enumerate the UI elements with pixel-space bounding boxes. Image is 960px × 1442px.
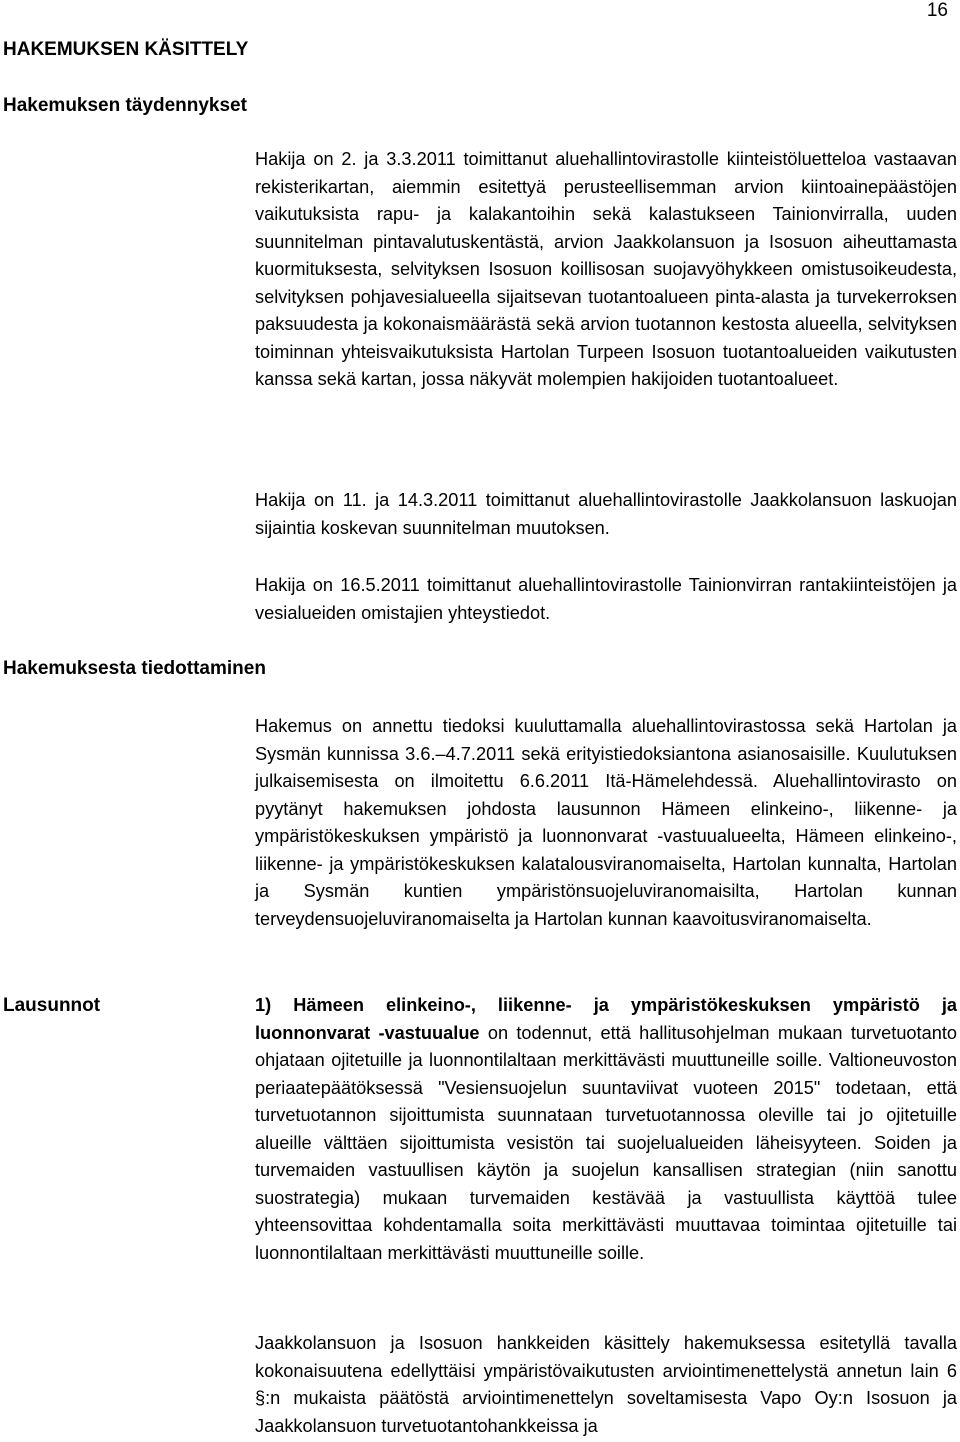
- paragraph-taydennys-3: Hakija on 16.5.2011 toimittanut aluehallintovirastolle Tainionvirran rantakiinteistöjen ja vesialueiden omistajien yhteystiedot.: [255, 575, 957, 623]
- paragraph-tiedottaminen: Hakemus on annettu tiedoksi kuuluttamalla aluehallintovirastossa sekä Hartolan ja Sysmän kunnissa 3.6.–4.7.2011 sekä erityistiedoksiantona asianosaisille. Kuulutuksen julkaisemisesta on ilmoitettu 6.6.2011 Itä-Hämelehdessä. Aluehallintovirasto on pyytänyt hakemuksen johdosta lausunnon Hämeen elinkeino-, liikenne- ja ympäristökeskuksen ympäristö ja luonnonvarat -vastuualueelta, Hämeen elinkeino-, liikenne- ja ympäristökeskuksen kalatalousviranomaiselta, Hartolan kunnalta, Hartolan ja Sysmän kuntien ympäristönsuojeluviranomaisilta, Hartolan kunnan terveydensuojeluviranomaiselta ja Hartolan kunnan kaavoitusviranomaiselta.: [255, 716, 957, 929]
- page-number: 16: [926, 0, 948, 21]
- section-heading-lausunnot: Lausunnot: [3, 995, 101, 1016]
- paragraph-lausunto-1-continued: Jaakkolansuon ja Isosuon hankkeiden käsittely hakemuksessa esitetyllä tavalla kokonaisuutena edellyttäisi ympäristövaikutusten arviointimenettelystä annetun lain 6 §:n mukaista päätöstä arviointimenettelyn soveltamisesta Vapo Oy:n Isosuon ja Jaakkolansuon turvetuotantohankkeissa ja: [255, 1333, 957, 1436]
- lausunto-1-text: on todennut, että hallitusohjelman mukaan turvetuotanto ohjataan ojitetuille ja luonnontilaltaan merkittävästi muuttuneille soille. Valtioneuvoston periaatepäätöksessä "Vesiensuojelun suuntaviivat vuoteen 2015" todetaan, että turvetuotannon sijoittumista suunnataan turvetuotannossa oleville tai jo ojitetuille alueille välttäen sijoittumista vesistön tai suojelualueiden läheisyyteen. Soiden ja turvemaiden vastuullisen käytön ja suojelun kansallisen strategian (niin sanottu suostrategia) mukaan turvemaiden kestävää ja vastuullista käyttöä tulee yhteensovittaa kohdentamalla soita merkittävästi muuttavaa toimintaa ojitetuille tai luonnontilaltaan merkittävästi muuttuneille soille.: [255, 1022, 957, 1263]
- section-heading-kasittely: HAKEMUKSEN KÄSITTELY: [3, 39, 249, 60]
- lausunto-1-author: 1) Hämeen elinkeino-, liikenne- ja ympäristökeskuksen ympäristö ja luonnonvarat -vastuualue: [255, 995, 957, 1043]
- paragraph-taydennys-2: Hakija on 11. ja 14.3.2011 toimittanut aluehallintovirastolle Jaakkolansuon laskuojan sijaintia koskevan suunnitelman muutoksen.: [255, 490, 957, 538]
- section-heading-tiedottaminen: Hakemuksesta tiedottaminen: [3, 658, 266, 679]
- paragraph-lausunto-1: [255, 992, 957, 1267]
- section-heading-taydennykset: Hakemuksen täydennykset: [3, 95, 247, 116]
- paragraph-taydennys-1: Hakija on 2. ja 3.3.2011 toimittanut aluehallintovirastolle kiinteistöluetteloa vastaavan rekisterikartan, aiemmin esitettyä perusteellisemman arvion kiintoainepäästöjen vaikutuksista rapu- ja kalakantoihin sekä kalastukseen Tainionvirralla, uuden suunnitelman pintavalutuskentästä, arvion Jaakkolansuon ja Isosuon aiheuttamasta kuormituksesta, selvityksen Isosuon koillisosan suojavyöhykkeen omistusoikeudesta, selvityksen pohjavesialueella sijaitsevan tuotantoalueen pinta-alasta ja turvekerroksen paksuudesta ja kokonaismäärästä sekä arvion tuotannon kestosta alueella, selvityksen toiminnan yhteisvaikutuksista Hartolan Turpeen Isosuon tuotantoalueiden vaikutusten kanssa sekä kartan, jossa näkyvät molempien hakijoiden tuotantoalueet.: [255, 149, 957, 389]
